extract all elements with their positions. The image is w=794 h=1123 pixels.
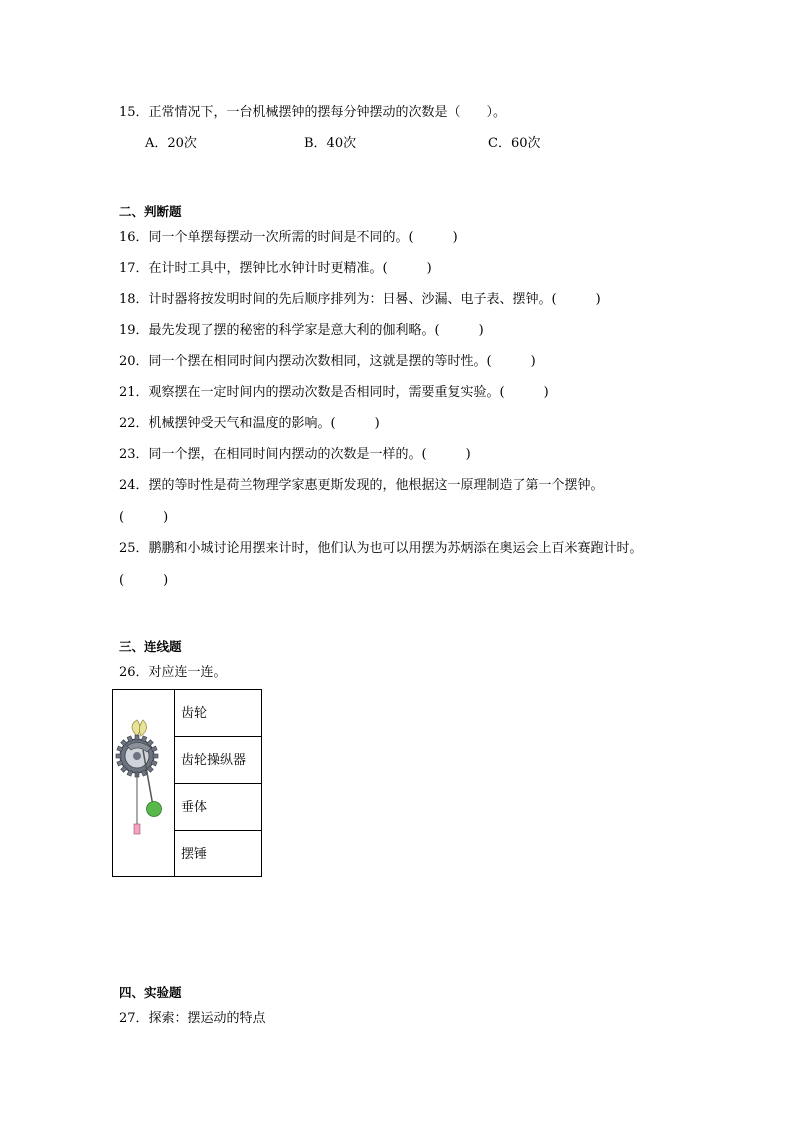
question-15: 15．正常情况下，一台机械摆钟的摆每分钟摆动的次数是（ ）。 (119, 105, 507, 120)
question-27: 27．探索：摆运动的特点 (119, 1011, 266, 1026)
option-a: A．20次 (145, 136, 197, 151)
section-matching-title: 三、连线题 (119, 639, 182, 654)
question-19: 19．最先发现了摆的秘密的科学家是意大利的伽利略。( ) (119, 323, 484, 338)
option-c: C．60次 (488, 136, 541, 151)
option-b: B．40次 (304, 136, 357, 151)
question-18: 18．计时器将按发明时间的先后顺序排列为：日晷、沙漏、电子表、摆钟。( ) (119, 292, 601, 307)
match-label-pendulum-bob[interactable]: 摆锤 (181, 847, 208, 862)
match-label-weight[interactable]: 垂体 (175, 784, 261, 831)
question-25: 25．鹏鹏和小城讨论用摆来计时，他们认为也可以用摆为苏炳添在奥运会上百米赛跑计时。 (119, 541, 643, 556)
question-22: 22．机械摆钟受天气和温度的影响。( ) (119, 416, 380, 431)
pendulum-clock-image-cell (113, 690, 175, 876)
pendulum-clock-icon (113, 690, 174, 876)
question-17: 17．在计时工具中，摆钟比水钟计时更精准。( ) (119, 261, 432, 276)
question-26: 26．对应连一连。 (119, 665, 227, 680)
question-25-answer-blank: ( ) (119, 573, 169, 588)
matching-table (112, 689, 262, 877)
question-24: 24．摆的等时性是荷兰物理学家惠更斯发现的，他根据这一原理制造了第一个摆钟。 (119, 478, 604, 493)
match-label-gear-controller[interactable]: 齿轮操纵器 (175, 737, 261, 784)
section-experiment-title: 四、实验题 (119, 985, 182, 1000)
question-24-answer-blank: ( ) (119, 510, 169, 525)
question-21: 21．观察摆在一定时间内的摆动次数是否相同时，需要重复实验。( ) (119, 385, 549, 400)
question-20: 20．同一个摆在相同时间内摆动次数相同，这就是摆的等时性。( ) (119, 354, 536, 369)
question-23: 23．同一个摆，在相同时间内摆动的次数是一样的。( ) (119, 447, 471, 462)
section-true-false-title: 二、判断题 (119, 204, 182, 219)
match-label-gear[interactable]: 齿轮 (175, 690, 261, 737)
question-16: 16．同一个单摆每摆动一次所需的时间是不同的。( ) (119, 230, 458, 245)
